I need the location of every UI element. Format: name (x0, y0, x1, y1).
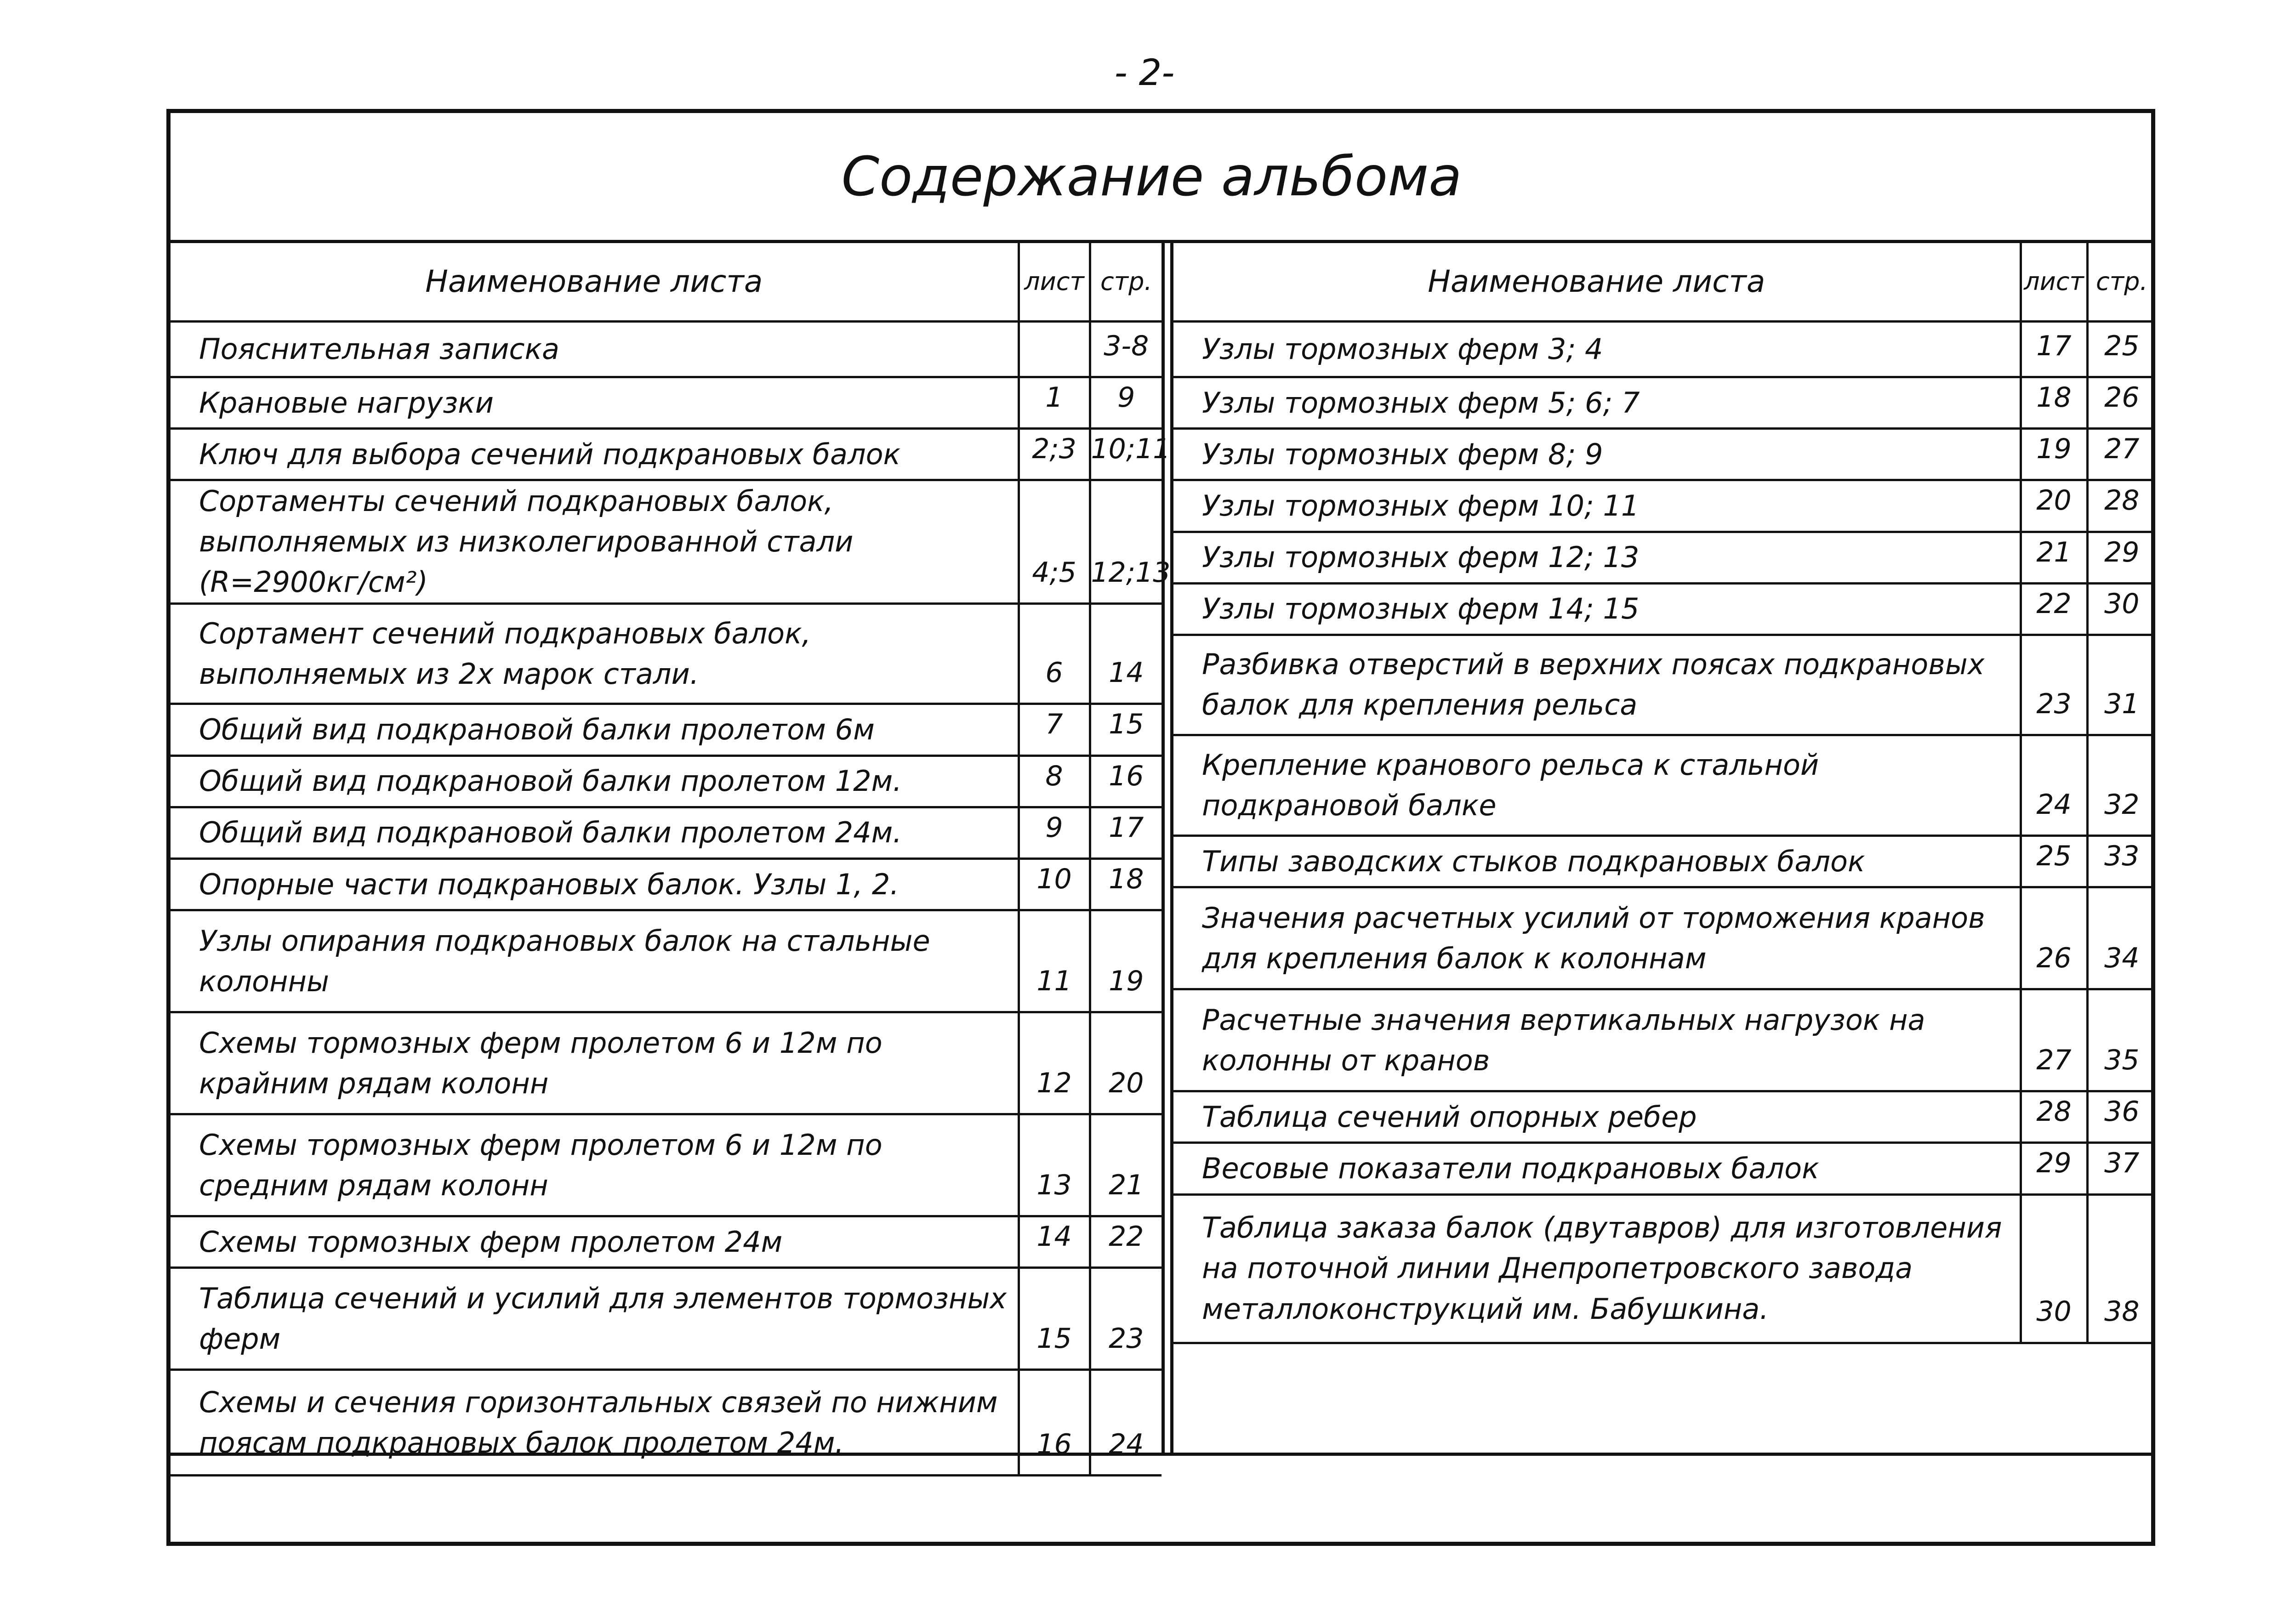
table-row (171, 1114, 1162, 1216)
table-row (1173, 532, 2155, 583)
table-row (1173, 835, 2155, 887)
table-row (171, 429, 1162, 480)
sheet-number-cell: 12 (1019, 1012, 1090, 1114)
left-column (171, 243, 1171, 1461)
table-row (171, 704, 1162, 755)
header-page-number: стр. (2087, 243, 2155, 322)
sheet-name-cell: Весовые показатели подкрановых балок (1173, 1143, 2021, 1194)
sheet-name-cell: Общий вид подкрановой балки пролетом 6м (171, 704, 1019, 755)
sheet-number-cell: 23 (2021, 635, 2087, 735)
sheet-name-cell: Таблица сечений опорных ребер (1173, 1091, 2021, 1143)
sheet-number-cell: 30 (2021, 1194, 2087, 1343)
table-row (1173, 322, 2155, 377)
sheet-name-cell: Схемы и сечения горизонтальных связей по нижним поясам подкрановых балок пролетом 24м. (171, 1370, 1019, 1476)
sheet-number-cell: 26 (2021, 887, 2087, 989)
sheet-number-cell: 21 (2021, 532, 2087, 583)
sheet-number-cell: 10 (1019, 859, 1090, 910)
page-number-cell: 18 (1090, 859, 1162, 910)
sheet-number-cell: 13 (1019, 1114, 1090, 1216)
page-number-cell: 29 (2087, 532, 2155, 583)
page-number-cell: 33 (2087, 835, 2155, 887)
sheet-name-cell: Узлы тормозных ферм 12; 13 (1173, 532, 2021, 583)
contents-frame (166, 109, 2155, 1546)
sheet-number-cell: 6 (1019, 604, 1090, 704)
page-number-cell: 36 (2087, 1091, 2155, 1143)
sheet-name-cell: Ключ для выбора сечений подкрановых балок (171, 429, 1019, 480)
page-number-cell: 24 (1090, 1370, 1162, 1476)
sheet-number-cell: 7 (1019, 704, 1090, 755)
sheet-number-cell: 11 (1019, 910, 1090, 1012)
sheet-number-cell (1019, 322, 1090, 377)
page-number-cell: 17 (1090, 807, 1162, 858)
sheet-name-cell: Крановые нагрузки (171, 377, 1019, 429)
page-number-cell: 9 (1090, 377, 1162, 429)
table-row (171, 1268, 1162, 1370)
sheet-number-cell: 29 (2021, 1143, 2087, 1194)
sheet-name-cell: Узлы опирания подкрановых балок на стальные колонны (171, 910, 1019, 1012)
table-row (171, 1216, 1162, 1268)
page-number-cell: 12;13 (1090, 480, 1162, 604)
sheet-number-cell: 9 (1019, 807, 1090, 858)
sheet-name-cell: Схемы тормозных ферм пролетом 6 и 12м по крайним рядам колонн (171, 1012, 1019, 1114)
sheet-name-cell: Общий вид подкрановой балки пролетом 12м. (171, 755, 1019, 807)
sheet-name-cell: Сортаменты сечений подкрановых балок, выполняемых из низколегированной стали (R=2900кг/см²) (171, 480, 1019, 604)
sheet-name-cell: Узлы тормозных ферм 10; 11 (1173, 480, 2021, 532)
table-row (171, 1012, 1162, 1114)
page-number: - 2- (1114, 52, 1175, 94)
sheet-name-cell: Схемы тормозных ферм пролетом 24м (171, 1216, 1019, 1268)
header-sheet-name: Наименование листа (1173, 243, 2021, 322)
header-sheet-name: Наименование листа (171, 243, 1019, 322)
page-number-cell: 30 (2087, 583, 2155, 635)
table-row (171, 480, 1162, 604)
page-number-cell: 37 (2087, 1143, 2155, 1194)
table-row (171, 807, 1162, 858)
sheet-number-cell: 18 (2021, 377, 2087, 429)
header-sheet-number: лист (1019, 243, 1090, 322)
page-number-cell: 3-8 (1090, 322, 1162, 377)
sheet-number-cell: 20 (2021, 480, 2087, 532)
table-row (1173, 635, 2155, 735)
header-page-number: стр. (1090, 243, 1162, 322)
sheet-name-cell: Опорные части подкрановых балок. Узлы 1, 2. (171, 859, 1019, 910)
page-number-cell: 26 (2087, 377, 2155, 429)
page-number-cell: 38 (2087, 1194, 2155, 1343)
table-row (1173, 429, 2155, 480)
table-row (1173, 887, 2155, 989)
page-number-cell: 10;11 (1090, 429, 1162, 480)
table-row (171, 322, 1162, 377)
page-number-cell: 27 (2087, 429, 2155, 480)
sheet-name-cell: Узлы тормозных ферм 3; 4 (1173, 322, 2021, 377)
left-header-row (171, 243, 1162, 322)
page-number-cell: 22 (1090, 1216, 1162, 1268)
table-row (171, 377, 1162, 429)
sheet-name-cell: Крепление кранового рельса к стальной подкрановой балке (1173, 735, 2021, 835)
sheet-name-cell: Узлы тормозных ферм 14; 15 (1173, 583, 2021, 635)
page-number-cell: 15 (1090, 704, 1162, 755)
table-row (1173, 377, 2155, 429)
sheet-number-cell: 19 (2021, 429, 2087, 480)
left-contents-table (171, 243, 1171, 1476)
table-row (171, 604, 1162, 704)
table-row (1173, 989, 2155, 1091)
right-column (1170, 243, 2155, 1453)
sheet-number-cell: 15 (1019, 1268, 1090, 1370)
table-row (171, 910, 1162, 1012)
album-contents-title: Содержание альбома (841, 145, 1462, 208)
table-row (1173, 1143, 2155, 1194)
empty-footer-row (171, 1453, 2151, 1546)
page-number-cell: 21 (1090, 1114, 1162, 1216)
page-number-cell: 34 (2087, 887, 2155, 989)
page-number-cell: 25 (2087, 322, 2155, 377)
sheet-name-cell: Значения расчетных усилий от торможения кранов для крепления балок к колоннам (1173, 887, 2021, 989)
sheet-name-cell: Узлы тормозных ферм 5; 6; 7 (1173, 377, 2021, 429)
right-contents-table (1173, 243, 2155, 1344)
sheet-number-cell: 14 (1019, 1216, 1090, 1268)
sheet-number-cell: 17 (2021, 322, 2087, 377)
sheet-number-cell: 24 (2021, 735, 2087, 835)
table-row (171, 755, 1162, 807)
sheet-number-cell: 27 (2021, 989, 2087, 1091)
table-row (1173, 583, 2155, 635)
sheet-number-cell: 25 (2021, 835, 2087, 887)
sheet-number-cell: 2;3 (1019, 429, 1090, 480)
sheet-name-cell: Типы заводских стыков подкрановых балок (1173, 835, 2021, 887)
sheet-name-cell: Узлы тормозных ферм 8; 9 (1173, 429, 2021, 480)
table-row (171, 859, 1162, 910)
sheet-number-cell: 1 (1019, 377, 1090, 429)
page-number-cell: 19 (1090, 910, 1162, 1012)
sheet-name-cell: Разбивка отверстий в верхних поясах подкрановых балок для крепления рельса (1173, 635, 2021, 735)
header-sheet-number: лист (2021, 243, 2087, 322)
sheet-name-cell: Таблица заказа балок (двутавров) для изготовления на поточной линии Днепропетровского завода металлоконструкций им. Бабушкина. (1173, 1194, 2021, 1343)
title-row (171, 113, 2151, 243)
sheet-name-cell: Пояснительная записка (171, 322, 1019, 377)
sheet-name-cell: Общий вид подкрановой балки пролетом 24м. (171, 807, 1019, 858)
page-number-cell: 23 (1090, 1268, 1162, 1370)
page-number-cell: 16 (1090, 755, 1162, 807)
sheet-number-cell: 28 (2021, 1091, 2087, 1143)
page-number-cell: 28 (2087, 480, 2155, 532)
table-row (1173, 1091, 2155, 1143)
sheet-number-cell: 8 (1019, 755, 1090, 807)
table-row (1173, 480, 2155, 532)
table-row (1173, 735, 2155, 835)
sheet-name-cell: Схемы тормозных ферм пролетом 6 и 12м по средним рядам колонн (171, 1114, 1019, 1216)
page-number-cell: 31 (2087, 635, 2155, 735)
sheet-number-cell: 16 (1019, 1370, 1090, 1476)
sheet-name-cell: Таблица сечений и усилий для элементов тормозных ферм (171, 1268, 1019, 1370)
page-number-cell: 35 (2087, 989, 2155, 1091)
right-header-row (1173, 243, 2155, 322)
sheet-number-cell: 4;5 (1019, 480, 1090, 604)
sheet-name-cell: Расчетные значения вертикальных нагрузок на колонны от кранов (1173, 989, 2021, 1091)
page-number-cell: 32 (2087, 735, 2155, 835)
table-row (1173, 1194, 2155, 1343)
page-number-cell: 14 (1090, 604, 1162, 704)
sheet-name-cell: Сортамент сечений подкрановых балок, выполняемых из 2х марок стали. (171, 604, 1019, 704)
page-number-cell: 20 (1090, 1012, 1162, 1114)
sheet-number-cell: 22 (2021, 583, 2087, 635)
